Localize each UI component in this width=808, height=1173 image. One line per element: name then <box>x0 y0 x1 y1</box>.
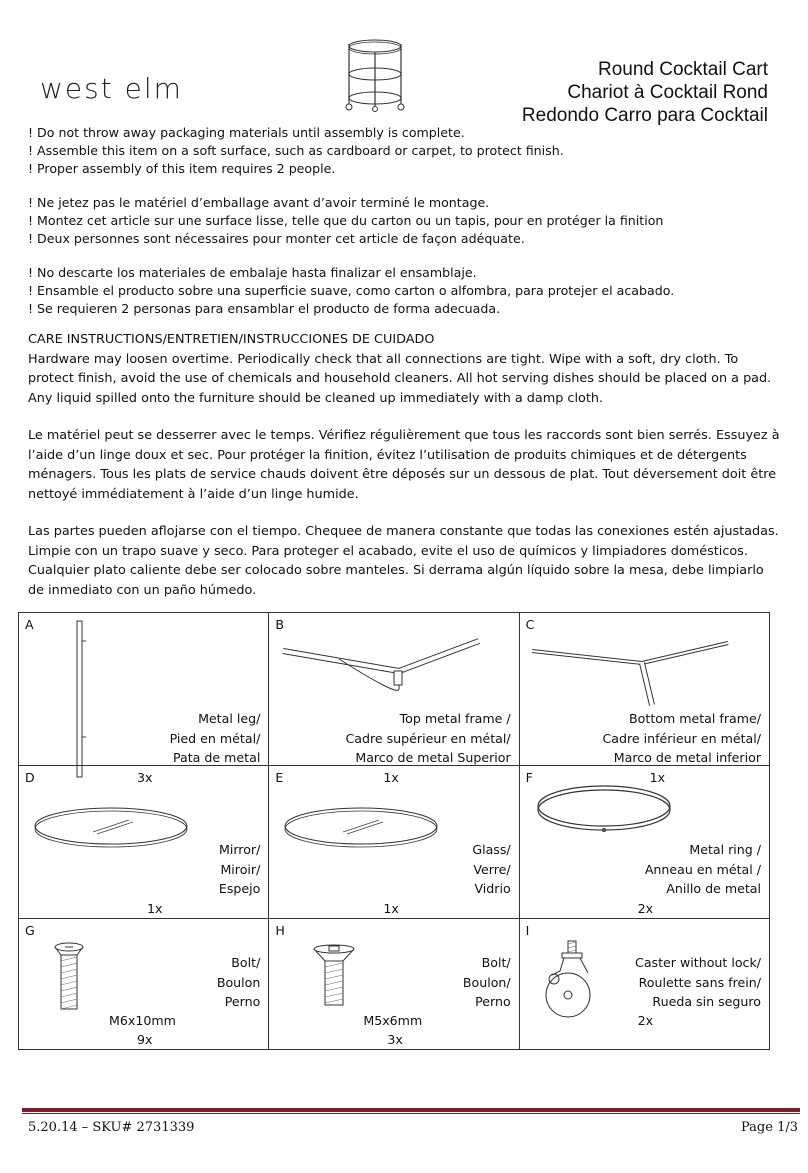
footer-rule <box>22 1108 800 1112</box>
part-letter: A <box>25 617 34 632</box>
warning-line: ! Proper assembly of this item requires 2 people. <box>28 161 336 176</box>
cart-illustration <box>335 36 415 112</box>
metal-ring-icon <box>534 780 674 840</box>
part-quantity: 2x <box>637 901 654 916</box>
part-label <box>217 953 261 1012</box>
title-en: Round Cocktail Cart <box>597 59 768 80</box>
warning-line: ! Deux personnes sont nécessaires pour monter cet article de façon adéquate. <box>28 231 525 246</box>
part-label-en: Bolt/ <box>481 955 511 970</box>
title-fr: Chariot à Cocktail Rond <box>567 82 768 103</box>
part-label-fr: Roulette sans frein/ <box>638 974 761 990</box>
part-letter: B <box>275 617 284 632</box>
care-heading: CARE INSTRUCTIONS/ENTRETIEN/INSTRUCCIONES DE CUIDADO <box>28 332 435 347</box>
part-label-en: Mirror/ <box>218 842 261 857</box>
part-label-es: Perno <box>475 994 511 1009</box>
part-label-fr: Boulon <box>216 974 261 990</box>
part-label-fr: Boulon/ <box>462 974 511 990</box>
warning-line: ! Se requieren 2 personas para ensamblar el producto de forma adecuada. <box>28 301 501 316</box>
part-label-es: Pata de metal <box>173 750 261 765</box>
warnings-es <box>28 264 788 318</box>
part-label-fr: Miroir/ <box>220 861 261 877</box>
care-text-en: Hardware may loosen overtime. Periodically check that all connections are tight. Wipe with a soft, dry cloth. To protect finish, avoid the use of chemicals and household cleaners. All hot serving dishes should be placed on a pad. Any liquid spilled onto the furniture should be cleaned up immediately with a damp cloth. <box>28 351 772 406</box>
warning-line: ! Montez cet article sur une surface lisse, telle que du carton ou un tapis, pour en protéger la finition <box>28 213 664 228</box>
part-label-es: Anillo de metal <box>666 881 761 896</box>
part-size: M6x10mm <box>109 1013 176 1028</box>
part-quantity: 1x <box>383 901 399 916</box>
part-label-es: Marco de metal inferior <box>613 750 761 765</box>
part-cell-b <box>269 613 519 785</box>
part-letter: E <box>275 770 284 785</box>
part-label-en: Top metal frame / <box>399 711 511 726</box>
part-letter: C <box>525 617 535 632</box>
warnings-fr <box>28 194 788 248</box>
part-label-fr: Cadre inférieur en métal/ <box>602 730 761 746</box>
part-cell-e <box>269 766 519 919</box>
part-label <box>170 709 261 768</box>
title-es: Redondo Carro para Cocktail <box>521 105 768 126</box>
part-label <box>602 709 761 768</box>
part-label <box>635 953 761 1012</box>
part-letter: H <box>275 923 285 938</box>
part-quantity: 9x <box>137 1032 153 1047</box>
care-instructions <box>28 330 783 618</box>
warning-line: ! Ensamble el producto sobre una superficie suave, como carton o alfombra, para protejer el acabado. <box>28 283 675 298</box>
part-quantity: 1x <box>383 770 399 785</box>
warning-line: ! No descarte los materiales de embalaje hasta finalizar el ensamblaje. <box>28 265 477 280</box>
part-size: M5x6mm <box>363 1013 423 1028</box>
bolt-m5-icon <box>309 943 359 1009</box>
part-cell-f <box>519 766 769 919</box>
footer-page-number: Page 1/3 <box>741 1120 798 1135</box>
part-quantity: 2x <box>637 1013 654 1028</box>
part-label-en: Glass/ <box>472 842 511 857</box>
part-label-en: Bolt/ <box>231 955 261 970</box>
brand-logo: west elm <box>40 72 183 105</box>
part-label <box>472 840 510 899</box>
part-cell-c <box>519 613 769 785</box>
part-label-es: Marco de metal Superior <box>355 750 511 765</box>
part-label-es: Espejo <box>218 881 261 896</box>
metal-leg-icon <box>69 619 99 779</box>
parts-table <box>18 612 770 1050</box>
part-quantity: 1x <box>147 901 163 916</box>
caster-icon <box>540 939 610 1029</box>
footer-rule-thin <box>22 1113 800 1114</box>
part-label-es: Perno <box>224 994 261 1009</box>
part-quantity: 3x <box>137 770 153 785</box>
part-letter: F <box>525 770 533 785</box>
part-label-en: Metal leg/ <box>198 711 261 726</box>
glass-icon <box>283 804 443 854</box>
part-label-en: Caster without lock/ <box>635 955 761 970</box>
footer-date-sku: 5.20.14 – SKU# 2731339 <box>28 1120 195 1135</box>
product-titles <box>522 58 768 127</box>
bolt-m6-icon <box>49 941 89 1013</box>
part-letter: G <box>25 923 35 938</box>
bottom-frame-icon <box>530 633 730 713</box>
warning-line: ! Assemble this item on a soft surface, such as cardboard or carpet, to protect finish. <box>28 143 564 158</box>
part-label-es: Rueda sin seguro <box>652 994 761 1009</box>
care-text-fr: Le matériel peut se desserrer avec le temps. Vérifiez régulièrement que tous les raccords sont bien serrés. Essuyez à l’aide d’un linge doux et sec. Pour protéger la finition, évitez l’utilisation de produits chimiques et de détergents ménagers. Tous les plats de service chauds doivent être déposés sur un dessous de plat. Tout déversement doit être nettoyé immédiatement à l’aide d’un linge humide. <box>28 428 780 502</box>
part-letter: D <box>25 770 35 785</box>
warning-line: ! Ne jetez pas le matériel d’emballage avant d’avoir terminé le montage. <box>28 195 490 210</box>
part-cell-h <box>269 919 519 1050</box>
part-label <box>645 840 761 899</box>
assembly-warnings <box>28 124 788 334</box>
part-cell-i <box>519 919 769 1050</box>
part-label-fr: Cadre supérieur en métal/ <box>345 730 511 746</box>
part-label-es: Vidrio <box>474 881 511 896</box>
part-label-en: Bottom metal frame/ <box>629 711 761 726</box>
part-label-fr: Pied en métal/ <box>169 730 261 746</box>
part-quantity: 1x <box>649 770 666 785</box>
part-cell-a <box>19 613 269 785</box>
warning-line: ! Do not throw away packaging materials until assembly is complete. <box>28 125 465 140</box>
part-label <box>219 840 260 899</box>
part-letter: I <box>525 923 530 938</box>
part-cell-g <box>19 919 269 1050</box>
part-cell-d <box>19 766 269 919</box>
part-label <box>463 953 511 1012</box>
mirror-icon <box>33 804 193 854</box>
top-frame-icon <box>279 627 509 697</box>
part-label <box>345 709 510 768</box>
part-label-en: Metal ring / <box>689 842 761 857</box>
part-label-fr: Anneau en métal / <box>644 861 761 877</box>
part-quantity: 3x <box>387 1032 403 1047</box>
care-text-es: Las partes pueden aflojarse con el tiempo. Chequee de manera constante que todas las conexiones estén ajustadas. Limpie con un trapo suave y seco. Para proteger el acabado, evite el uso de químicos y limpiadores domésticos. Cualquier plato caliente debe ser colocado sobre manteles. Si derrama algún líquido sobre la mesa, debe limpiarlo de inmediato con un paño húmedo. <box>28 524 779 598</box>
warnings-en <box>28 124 788 178</box>
part-label-fr: Verre/ <box>473 861 511 877</box>
